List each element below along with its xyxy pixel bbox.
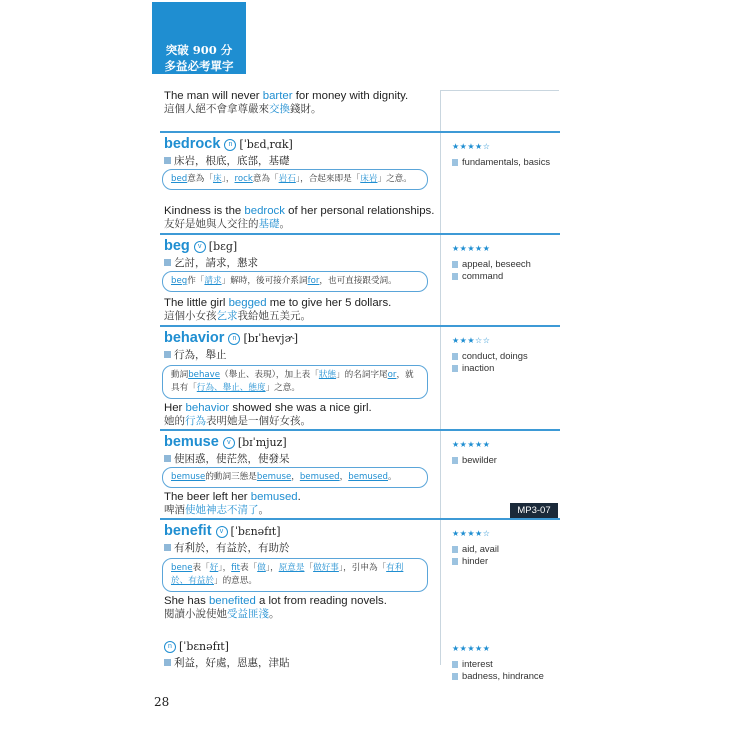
headword-line	[164, 135, 293, 153]
text: The man will never	[164, 90, 263, 102]
highlight: 受益匪淺	[227, 608, 269, 620]
note-keyword: bemused	[348, 472, 389, 482]
text: The little girl	[164, 297, 229, 309]
pos-badge: n	[164, 641, 176, 653]
antonym-text: badness, hindrance	[462, 670, 544, 681]
antonym-tag-icon	[452, 273, 458, 280]
example-chinese	[164, 608, 387, 621]
synonyms	[452, 350, 528, 362]
usage-note	[162, 365, 428, 399]
text: Her	[164, 402, 186, 414]
example-chinese	[164, 310, 391, 323]
headword: bemuse	[164, 434, 219, 450]
highlight: 乞求	[216, 310, 238, 322]
text: a lot from reading novels.	[255, 595, 387, 607]
note-keyword: or	[387, 370, 397, 380]
note-text: 意為「	[187, 174, 213, 184]
header-title-line2: 多益必考單字	[164, 59, 234, 73]
text: She has	[164, 595, 209, 607]
synonym-tag-icon	[452, 546, 458, 553]
antonyms	[452, 362, 528, 374]
note-text: 表「	[192, 563, 210, 573]
definition	[164, 255, 258, 270]
synonym-tag-icon	[452, 457, 458, 464]
definition-text: 有利於，有益於，有助於	[174, 542, 290, 554]
text: for money with dignity.	[292, 90, 409, 102]
text: .	[297, 491, 301, 503]
note-text: 。	[388, 472, 397, 482]
entry-benefit-verb	[160, 518, 560, 630]
text: 。	[279, 218, 290, 230]
note-keyword: 好	[209, 563, 219, 573]
note-text: ，	[339, 472, 349, 482]
antonyms	[452, 555, 499, 567]
note-text: 意為「	[252, 174, 279, 184]
example-english	[164, 205, 434, 218]
text: of her personal relationships.	[284, 205, 435, 217]
usage-note	[162, 467, 428, 488]
synonym-tag-icon	[452, 353, 458, 360]
note-keyword: bemuse	[256, 472, 292, 482]
highlight: bemused	[250, 491, 298, 503]
example	[164, 205, 434, 231]
note-text: 「	[304, 563, 314, 573]
synonyms	[452, 658, 544, 670]
note-text: ，也可直接跟受詞。	[319, 276, 397, 286]
note-keyword: bed	[171, 174, 188, 184]
note-keyword: 做好事	[313, 563, 339, 573]
note-text: 」的意思。	[213, 576, 257, 586]
definition	[164, 451, 290, 466]
text: 啤酒	[164, 504, 185, 516]
example	[164, 595, 387, 621]
text: Kindness is the	[164, 205, 245, 217]
note-text: 的動詞三態是	[205, 472, 257, 482]
side-info	[452, 528, 499, 567]
note-keyword: rock	[234, 174, 253, 184]
headword-line	[164, 637, 229, 655]
headword: beg	[164, 238, 190, 254]
phonetic: [ˈbɛnəfɪt]	[179, 640, 229, 653]
pos-badge: v	[223, 437, 235, 449]
text: 錢財。	[290, 103, 322, 115]
page-number: 28	[154, 695, 170, 709]
highlight: 交換	[269, 103, 290, 115]
synonym-tag-icon	[452, 661, 458, 668]
def-tag-icon	[164, 659, 171, 666]
note-keyword: 床岩	[360, 174, 378, 184]
definition	[164, 540, 290, 555]
text: me to give her 5 dollars.	[266, 297, 392, 309]
frequency-stars: ★★★★★	[452, 440, 491, 449]
note-keyword: behave	[188, 370, 221, 380]
note-keyword: 岩石	[278, 174, 296, 184]
note-keyword: 有利於、有益於	[171, 563, 404, 586]
note-text: 」，	[265, 563, 279, 573]
synonyms	[452, 454, 497, 466]
def-tag-icon	[164, 544, 171, 551]
antonym-tag-icon	[452, 558, 458, 565]
entry-bemuse	[160, 429, 560, 519]
highlight: benefited	[208, 595, 256, 607]
antonyms	[452, 270, 531, 282]
synonyms	[452, 543, 499, 555]
note-text: ，就具有「	[171, 370, 414, 393]
synonym-tag-icon	[452, 261, 458, 268]
example-english	[164, 402, 372, 415]
def-tag-icon	[164, 455, 171, 462]
synonym-text: conduct, doings	[462, 350, 528, 361]
example	[164, 297, 391, 323]
note-keyword: 原意是	[278, 563, 305, 573]
entry-bedrock	[160, 131, 560, 231]
note-text: 」，	[218, 563, 232, 573]
headword-line	[164, 329, 298, 347]
book-header-block	[152, 2, 246, 74]
text: The beer left her	[164, 491, 251, 503]
definition-text: 使困惑，使茫然，使發呆	[174, 453, 290, 465]
note-keyword: 做	[257, 563, 266, 573]
phonetic: [bɛg]	[208, 240, 238, 253]
text: 。	[269, 608, 280, 620]
headword: bedrock	[164, 136, 221, 152]
highlight: 基礎	[258, 218, 280, 230]
frequency-stars: ★★★☆☆	[452, 336, 491, 345]
intro-example	[164, 90, 434, 116]
note-keyword: for	[307, 276, 320, 286]
definition-text: 乞討，請求，懇求	[174, 257, 258, 269]
headword-line	[164, 237, 237, 255]
synonyms	[452, 258, 531, 270]
text: 表明她是一個好女孩。	[206, 415, 311, 427]
text: 友好是她與人交往的	[164, 218, 259, 230]
usage-note	[162, 558, 428, 592]
example-english	[164, 491, 301, 504]
note-keyword: fit	[231, 563, 240, 573]
note-text: 作「	[187, 276, 205, 286]
text: 我給她五美元。	[237, 310, 311, 322]
example-english	[164, 297, 391, 310]
highlight: behavior	[185, 402, 230, 414]
intro-english	[164, 90, 434, 103]
side-info	[452, 141, 550, 168]
side-info	[452, 243, 531, 282]
frequency-stars: ★★★★★	[452, 244, 491, 253]
synonym-tag-icon	[452, 159, 458, 166]
note-keyword: bemused	[299, 472, 340, 482]
text: 這個人絕不會拿尊嚴來	[164, 103, 269, 115]
phonetic: [ˈbɛnəfɪt]	[230, 525, 281, 538]
pos-badge: n	[228, 333, 240, 345]
example-chinese	[164, 504, 301, 517]
entry-beg	[160, 233, 560, 325]
definition-text: 行為，舉止	[174, 349, 227, 361]
pos-badge: v	[194, 241, 206, 253]
synonym-text: aid, avail	[462, 543, 500, 554]
entry-benefit-noun	[160, 635, 560, 685]
text: showed she was a nice girl.	[229, 402, 372, 414]
definition	[164, 153, 290, 168]
headword: benefit	[164, 523, 212, 539]
note-text: 」解時，後可接介系詞	[221, 276, 308, 286]
pos-badge: n	[224, 139, 236, 151]
note-text: 」，	[221, 174, 235, 184]
mp3-track-badge[interactable]: MP3-07	[510, 503, 558, 518]
usage-note	[162, 169, 428, 190]
note-keyword: 請求	[204, 276, 222, 286]
side-info	[452, 439, 497, 466]
example-chinese	[164, 415, 372, 428]
antonym-text: inaction	[462, 362, 495, 373]
note-text: 」之意。	[377, 174, 412, 184]
antonym-tag-icon	[452, 365, 458, 372]
def-tag-icon	[164, 351, 171, 358]
frequency-stars: ★★★★☆	[452, 142, 491, 151]
note-text: ，	[291, 472, 300, 482]
phonetic: [ˈbɛdˌrɑk]	[239, 138, 293, 151]
example-english	[164, 595, 387, 608]
antonym-text: hinder	[462, 555, 489, 566]
note-text: （舉止、表現），加上表「	[220, 370, 319, 380]
note-text: 表「	[239, 563, 258, 573]
frequency-stars: ★★★★☆	[452, 529, 491, 538]
example	[164, 402, 372, 428]
def-tag-icon	[164, 259, 171, 266]
phonetic: [bɪˈhevjɚ]	[243, 332, 299, 345]
note-keyword: 行為、舉止、態度	[196, 383, 266, 393]
text: 她的	[164, 415, 185, 427]
antonym-text: command	[462, 270, 504, 281]
highlight: 使她神志不清了	[185, 504, 259, 516]
note-text: 」之意。	[265, 383, 300, 393]
highlight: begged	[228, 297, 267, 309]
example-chinese	[164, 218, 434, 231]
synonym-text: bewilder	[462, 454, 497, 465]
side-info	[452, 643, 544, 682]
note-text: 」的名詞字尾	[336, 370, 388, 380]
frequency-stars: ★★★★★	[452, 644, 491, 653]
header-title-line1: 突破 900 分	[165, 43, 233, 57]
antonyms	[452, 670, 544, 682]
note-keyword: beg	[171, 276, 188, 286]
phonetic: [bɪˈmjuz]	[237, 436, 287, 449]
note-keyword: bene	[171, 563, 193, 573]
synonym-text: appeal, beseech	[462, 258, 531, 269]
example	[164, 491, 301, 517]
note-text: 」，合起來即是「	[295, 174, 361, 184]
intro-chinese	[164, 103, 434, 116]
note-keyword: bemuse	[171, 472, 206, 482]
usage-note	[162, 271, 428, 292]
text: 閱讀小說使她	[164, 608, 227, 620]
headword: behavior	[164, 330, 225, 346]
highlight: 行為	[185, 415, 206, 427]
pos-badge: v	[216, 526, 228, 538]
headword-line	[164, 522, 280, 540]
text: 。	[258, 504, 269, 516]
headword-line	[164, 433, 287, 451]
side-info	[452, 335, 528, 374]
synonym-text: fundamentals, basics	[462, 156, 551, 167]
note-keyword: 狀態	[318, 370, 337, 380]
synonyms	[452, 156, 550, 168]
definition-text: 床岩，根底，底部，基礎	[174, 155, 290, 167]
column-top-rule	[441, 90, 559, 91]
definition-text: 利益，好處，恩惠，津貼	[174, 657, 290, 669]
antonym-tag-icon	[452, 673, 458, 680]
entry-behavior	[160, 325, 560, 431]
def-tag-icon	[164, 157, 171, 164]
definition	[164, 655, 290, 670]
definition	[164, 347, 227, 362]
synonym-text: interest	[462, 658, 493, 669]
note-text: 」，引申為「	[338, 563, 387, 573]
text: 這個小女孩	[164, 310, 217, 322]
highlight: barter	[262, 90, 293, 102]
note-text: 動詞	[171, 370, 189, 380]
highlight: bedrock	[244, 205, 285, 217]
note-keyword: 床	[213, 174, 222, 184]
